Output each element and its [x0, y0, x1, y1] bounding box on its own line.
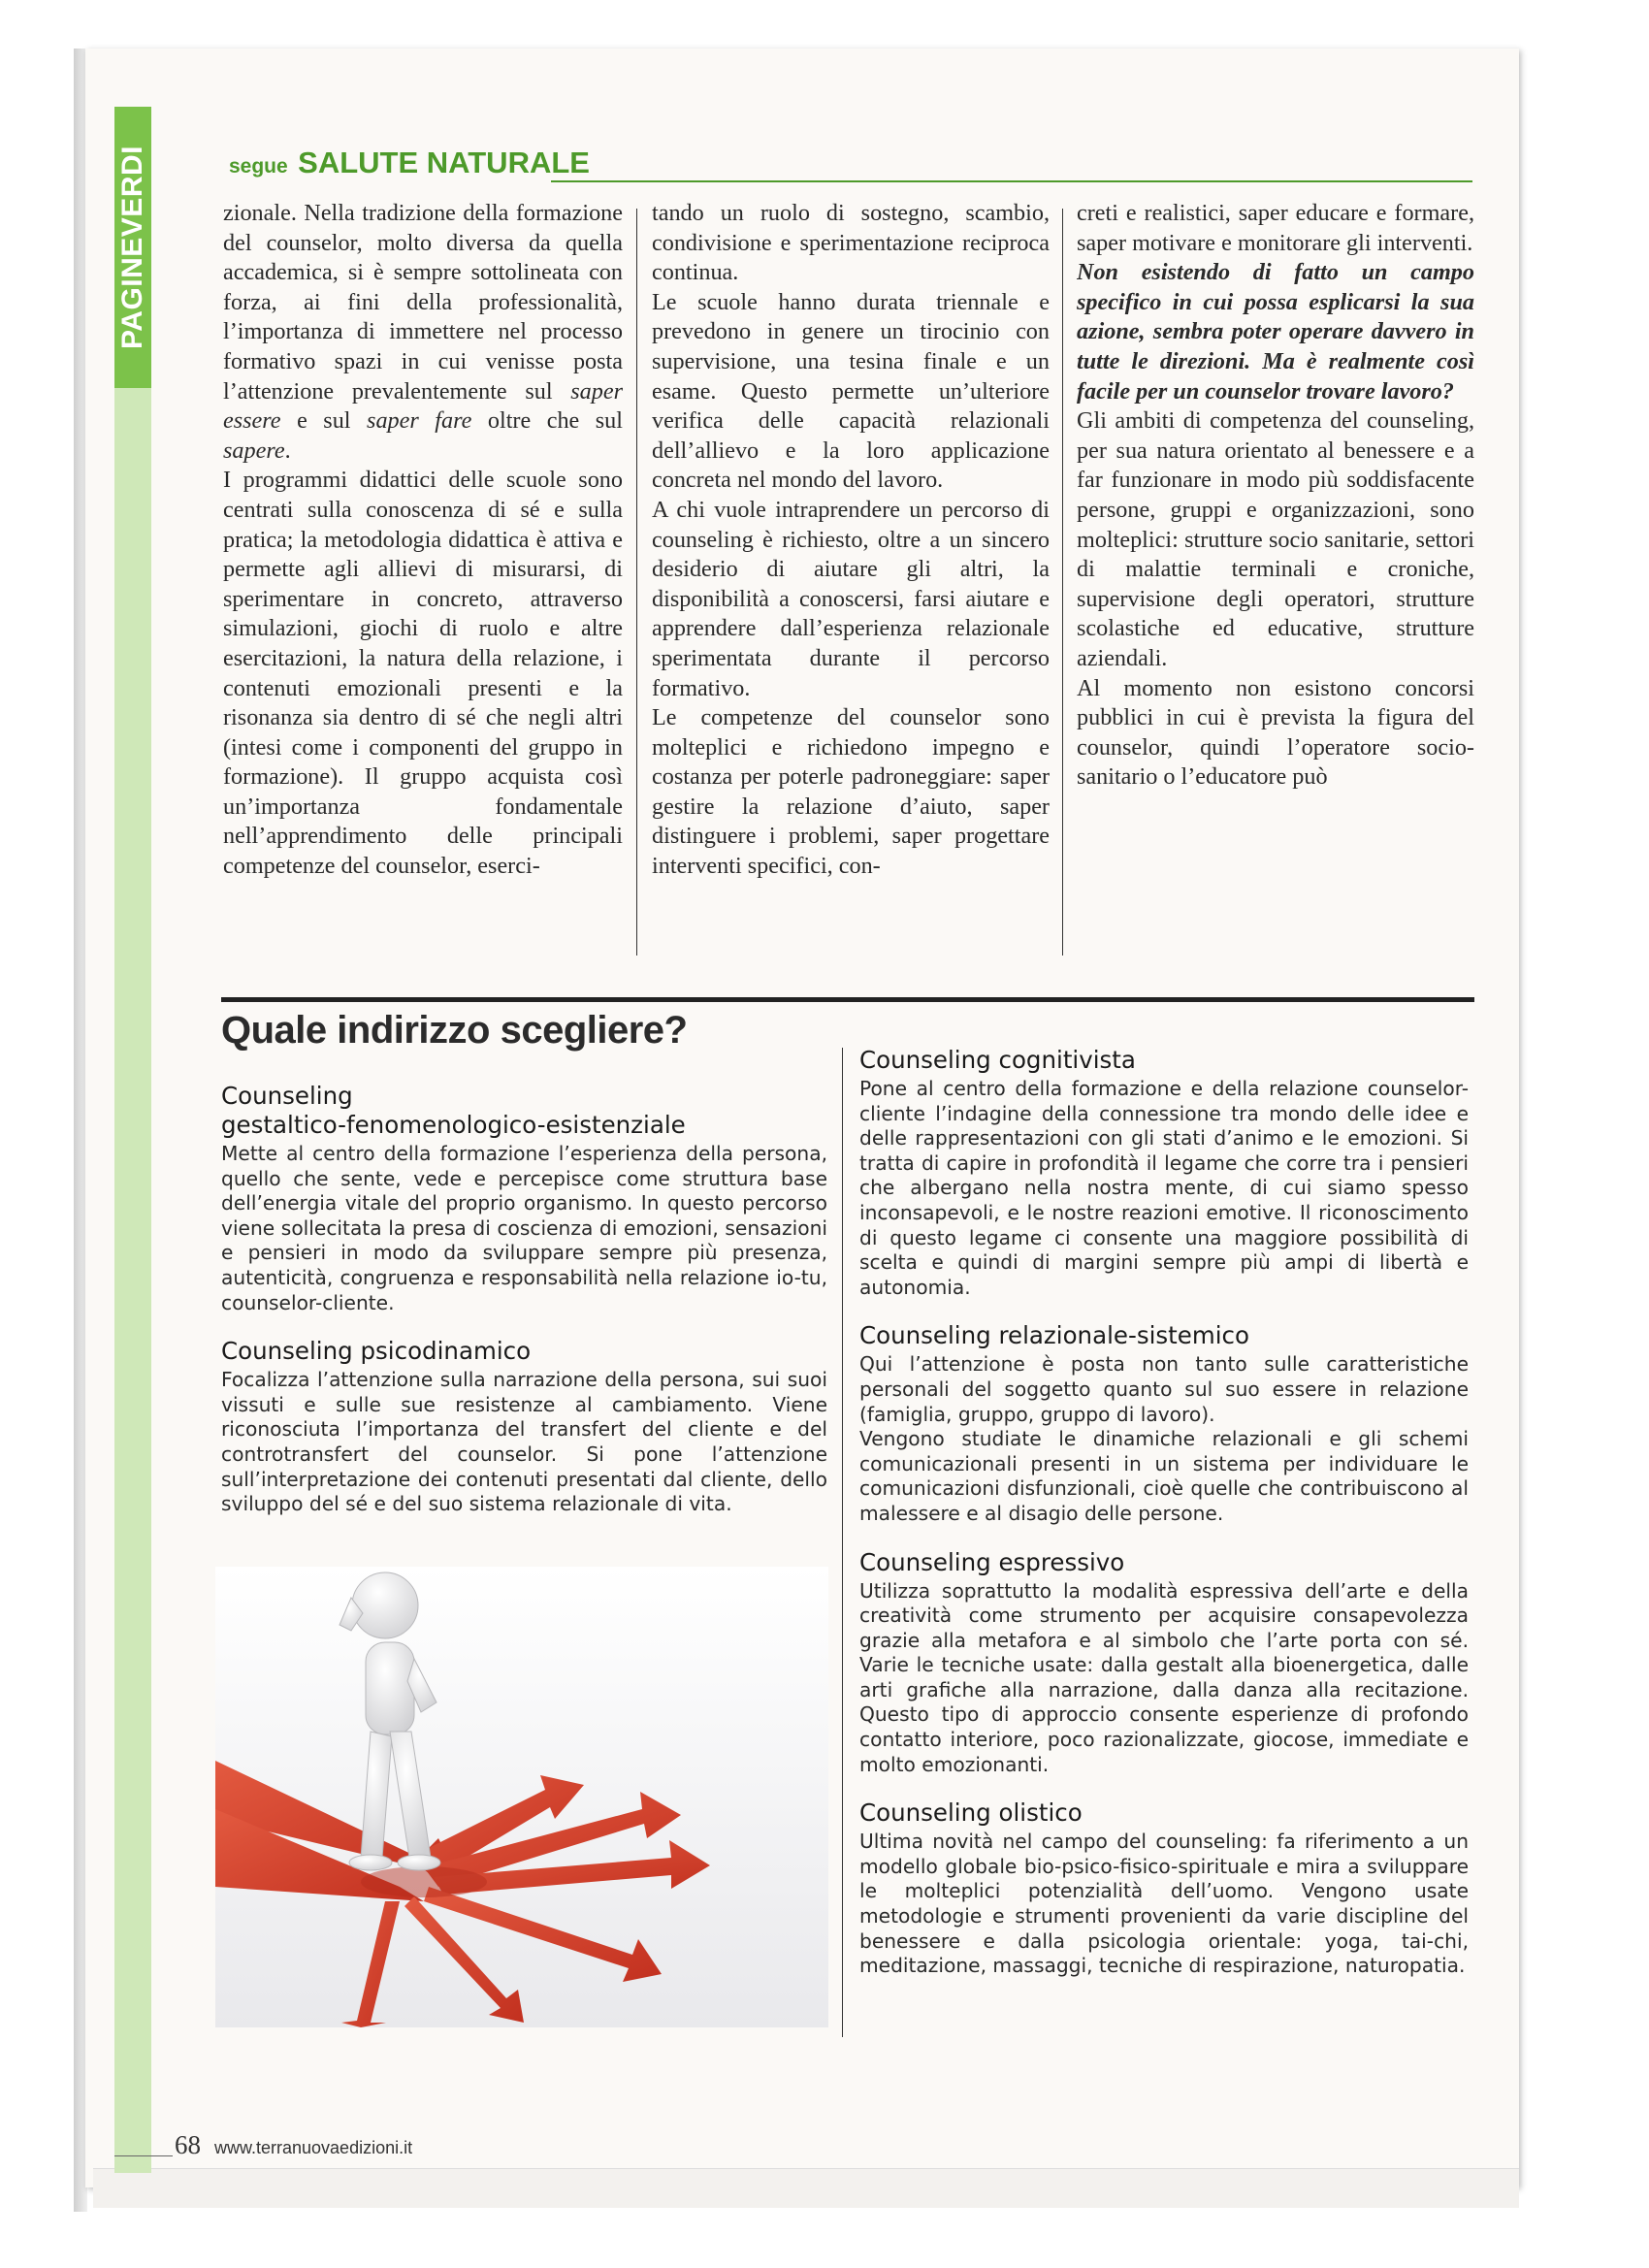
article-paragraph — [1077, 258, 1474, 406]
article-paragraph — [1077, 674, 1474, 793]
article-text-run: zionale. Nella tradizione della formazione del counselor, molto diversa da quella accademica, si è sempre sottolineata con forza, ai fini della professionalità, l’importanza di immettere nel processo formativo spazi in cui venisse posta l’attenzione prevalentemente sul — [223, 200, 623, 405]
article-text-run: Al momento non esistono concorsi pubblici in cui è prevista la figura del counselor, quindi l’operatore socio-sanitario o l’educatore può — [1077, 674, 1474, 791]
article-text-run: oltre che sul — [471, 407, 623, 435]
box-top-rule — [221, 997, 1474, 1002]
article-text-run: tando un ruolo di sostegno, scambio, condivisione e sperimentazione reciproca continua. — [652, 200, 1050, 286]
box-entry — [859, 1798, 1469, 1979]
article-text-run: sapere — [223, 437, 285, 464]
entry-heading: Counseling espressivo — [859, 1547, 1125, 1576]
sidebar-green-strip — [114, 107, 151, 2173]
article-text-run: . — [284, 437, 291, 464]
article-paragraph — [652, 496, 1050, 703]
article-text-run: I programmi didattici delle scuole sono centrati sulla conoscenza di sé e sulla pratica; la metodologia didattica è attiva e permette agli allievi di misurarsi, di sperimentare in concreto, attraverso simulazioni, giochi di ruolo e altre esercitazioni, la natura della relazione, i contenuti emozionali presenti e la risonanza sia dentro di sé che negli altri (intesi come i componenti del gruppo in formazione). Il gruppo acquista così un’importanza fondamentale nell’apprendimento delle principali competenze del counselor, eserci- — [223, 467, 623, 880]
header-rule — [551, 180, 1472, 182]
page-number: 68 — [175, 2130, 201, 2159]
header-segue: segue — [229, 155, 288, 178]
article-text-run: Gli ambiti di competenza del counseling, per sua natura orientato al benessere e a far funzionare in modo più soddisfacente persone, gruppi e organizzazioni, sono molteplici: strutture socio sanitarie, settori di malattie terminali e croniche, supervisione degli operatori, strutture scolastiche ed educative, strutture aziendali. — [1077, 407, 1474, 671]
article-text-run: creti e realistici, saper educare e formare, saper motivare e monitorare gli interventi. — [1077, 200, 1474, 256]
sidebar-label — [114, 107, 151, 388]
entry-heading: Counseling olistico — [859, 1798, 1083, 1828]
article-column-2 — [652, 199, 1050, 965]
article-text-run: A chi vuole intraprendere un percorso di counseling è richiesto, oltre a un sincero desiderio di aiutare gli altri, la disponibilità a conoscersi, farsi aiutare e apprendere dall’esperienza relazionale sperimentata durante il percorso formativo. — [652, 496, 1050, 701]
footer-rule — [114, 2155, 173, 2156]
article-text-run: Le scuole hanno durata triennale e prevedono in genere un tirocinio con supervisione, una tesina finale e un esame. Questo permette un’ulteriore verifica delle capacità relazionali dell’allievo e la loro applicazione concreta nel mondo del lavoro. — [652, 288, 1050, 494]
entry-text: Pone al centro della formazione e della relazione counselor-cliente l’indagine della connessione tra mondo delle idee e delle rappresentazioni con gli stati d’animo e le emozioni. Si tratta di capire in profondità il legame che corre tra i pensieri che albergano nella nostra mente, di cui siamo spesso inconsapevoli, e le nostre reazioni emotive. Il riconoscimento di questo legame ci consente una maggiore possibilità di scelta e quindi di margini sempre più ampi di libertà e autonomia. — [859, 1077, 1469, 1299]
box-right-column — [859, 1046, 1469, 2000]
page-stack-edge — [93, 2168, 1519, 2208]
article-paragraph — [652, 199, 1050, 288]
article-text-run: e sul — [280, 407, 368, 435]
column-divider — [1062, 209, 1063, 956]
illustration-background — [215, 1567, 828, 2027]
crossroads-figure-image — [215, 1567, 828, 2027]
entry-heading: Counseling relazionale-sistemico — [859, 1321, 1249, 1350]
article-column-3 — [1077, 199, 1474, 965]
box-entry — [859, 1321, 1469, 1526]
article-paragraph — [223, 199, 623, 466]
box-title: Quale indirizzo scegliere? — [221, 1009, 688, 1052]
article-paragraph — [652, 288, 1050, 496]
sidebar-label-text: PAGINEVERDI — [116, 146, 149, 349]
entry-heading: Counseling psicodinamico — [221, 1337, 532, 1366]
entry-heading: Counseling cognitivista — [859, 1046, 1136, 1074]
article-paragraph — [1077, 199, 1474, 258]
entry-text: Utilizza soprattutto la modalità espressiva dell’arte e della creatività come strumento per acquisire consapevolezza grazie alla metafora e al simbolo che l’arte porta con sé. Varie le tecniche usate: dalla gestalt alla bioenergetica, dalle arti grafiche alla narrazione, dalla danza alla recitazione. Questo tipo di approccio consente esperienze di profondo contatto interiore, poco razionalizzate, giocose, immediate e molto emozionanti. — [859, 1578, 1469, 1776]
entry-heading — [221, 1082, 827, 1140]
entry-heading-line: gestaltico-fenomenologico-esistenziale — [221, 1111, 686, 1139]
crossroads-illustration — [215, 1567, 828, 2027]
article-column-1 — [223, 199, 623, 965]
article-paragraph — [1077, 406, 1474, 673]
article-paragraph — [223, 466, 623, 881]
article-paragraph — [652, 703, 1050, 882]
box-entry — [221, 1337, 827, 1517]
article-text-run: Non esistendo di fatto un campo specifico in cui possa esplicarsi la sua azione, sembra poter operare davvero in tutte le direzioni. Ma è realmente così facile per un counselor trovare lavoro? — [1077, 259, 1474, 405]
box-column-divider — [842, 1048, 843, 2037]
entry-text: Mette al centro della formazione l’esperienza della persona, quello che sente, vede e percepisce come struttura base dell’energia vitale del proprio organismo. In questo percorso viene sollecitata la presa di coscienza di emozioni, sensazioni e pensieri in modo da sviluppare sempre più presenza, autenticità, congruenza e responsabilità nella relazione io-tu, counselor-cliente. — [221, 1142, 827, 1314]
box-left-column — [221, 1082, 827, 1539]
column-divider — [636, 209, 637, 956]
footer-url: www.terranuovaedizioni.it — [214, 2138, 413, 2157]
box-entry — [859, 1046, 1469, 1300]
article-text-run: saper fare — [367, 407, 472, 435]
box-entry — [221, 1082, 827, 1315]
figure-shadow — [361, 1866, 487, 1897]
header-section-title: SALUTE NATURALE — [298, 146, 590, 179]
page-footer — [175, 2130, 757, 2160]
entry-text: Qui l’attenzione è posta non tanto sulle caratteristiche personali del soggetto quanto sul suo essere in relazione (famiglia, gruppo, gruppo di lavoro). Vengono studiate le dinamiche relazionali e gli schemi comunicazionali presenti in un sistema per individuare le comunicazioni disfunzionali, cioè quelle che contribuiscono al malessere e al disagio delle persone. — [859, 1352, 1469, 1525]
entry-heading-line: Counseling — [221, 1082, 353, 1110]
box-entry — [859, 1548, 1469, 1778]
entry-text: Ultima novità nel campo del counseling: fa riferimento a un modello globale bio-psico-fisico-spirituale e mira a sviluppare le molteplici potenzialità dell’uomo. Vengono usate metodologie e strumenti provenienti da varie discipline del benessere e dalla psicologia orientale: yoga, tai-chi, meditazione, massaggi, tecniche di respirazione, naturopatia. — [859, 1830, 1469, 1978]
article-text-run: saper essere — [223, 377, 623, 435]
article-text-run: Le competenze del counselor sono molteplici e richiedono impegno e costanza per poterle padroneggiare: saper gestire la relazione d’aiuto, saper distinguere i problemi, saper progettare interventi specifici, con- — [652, 704, 1050, 880]
entry-text: Focalizza l’attenzione sulla narrazione della persona, sui suoi vissuti e sulle sue resistenze al cambiamento. Viene riconosciuta l’importanza del transfert del cliente e del controtransfert del counselor. Si pone l’attenzione sull’interpretazione dei contenuti presentati dal cliente, dello sviluppo del sé e del suo sistema relazionale di vita. — [221, 1368, 827, 1516]
